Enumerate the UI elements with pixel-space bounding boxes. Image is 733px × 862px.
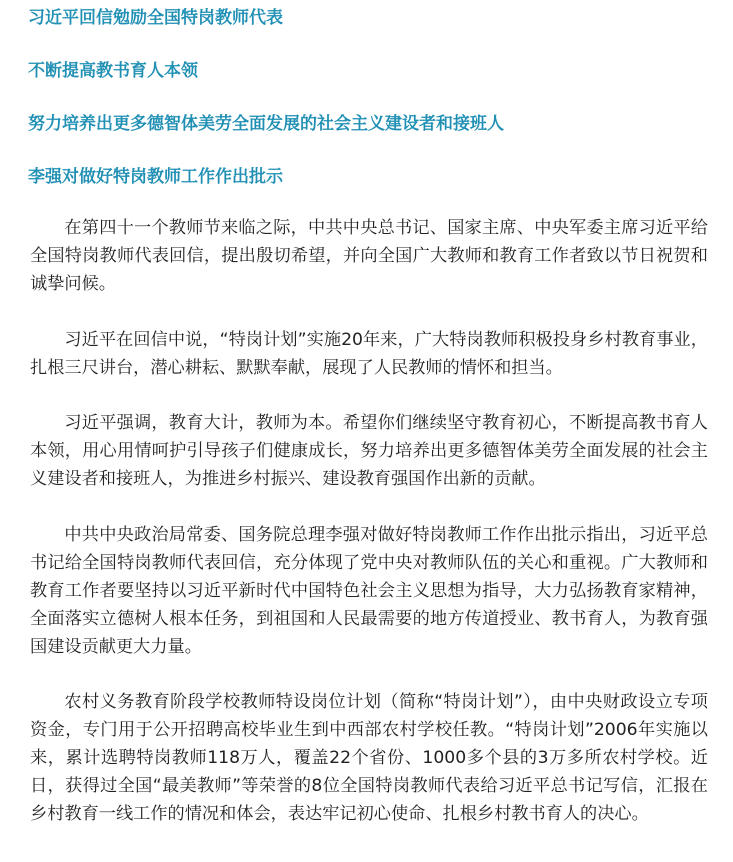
article-paragraph: 习近平强调，教育大计，教师为本。希望你们继续坚守教育初心，不断提高教书育人本领，用心用情呵护引导孩子们健康成长，努力培养出更多德智体美劳全面发展的社会主义建设者和接班人，为推进乡村振兴、建设教育强国作出新的贡献。 <box>30 413 708 489</box>
headline-main: 习近平回信勉励全国特岗教师代表 <box>28 8 283 28</box>
headline-sub-2: 努力培养出更多德智体美劳全面发展的社会主义建设者和接班人 <box>28 114 504 134</box>
headline-related: 李强对做好特岗教师工作作出批示 <box>28 167 283 187</box>
article-paragraph: 中共中央政治局常委、国务院总理李强对做好特岗教师工作作出批示指出，习近平总书记给全国特岗教师代表回信，充分体现了党中央对教师队伍的关心和重视。广大教师和教育工作者要坚持以习近平新时代中国特色社会主义思想为指导，大力弘扬教育家精神，全面落实立德树人根本任务，到祖国和人民最需要的地方传道授业、教书育人，为教育强国建设贡献更大力量。 <box>30 525 708 657</box>
article-paragraph: 在第四十一个教师节来临之际，中共中央总书记、国家主席、中央军委主席习近平给全国特岗教师代表回信，提出殷切希望，并向全国广大教师和教育工作者致以节日祝贺和诚挚问候。 <box>30 218 708 294</box>
article-paragraph: 农村义务教育阶段学校教师特设岗位计划（简称“特岗计划”），由中央财政设立专项资金，专门用于公开招聘高校毕业生到中西部农村学校任教。“特岗计划”2006年实施以来，累计选聘特岗教师118万人，覆盖22个省份、1000多个县的3万多所农村学校。近日，获得过全国“最美教师”等荣誉的8位全国特岗教师代表给习近平总书记写信，汇报在乡村教育一线工作的情况和体会，表达牢记初心使命、扎根乡村教书育人的决心。 <box>30 692 708 824</box>
article-paragraph: 习近平在回信中说，“特岗计划”实施20年来，广大特岗教师积极投身乡村教育事业，扎根三尺讲台，潜心耕耘、默默奉献，展现了人民教师的情怀和担当。 <box>30 330 708 378</box>
headline-sub-1: 不断提高教书育人本领 <box>28 61 198 81</box>
